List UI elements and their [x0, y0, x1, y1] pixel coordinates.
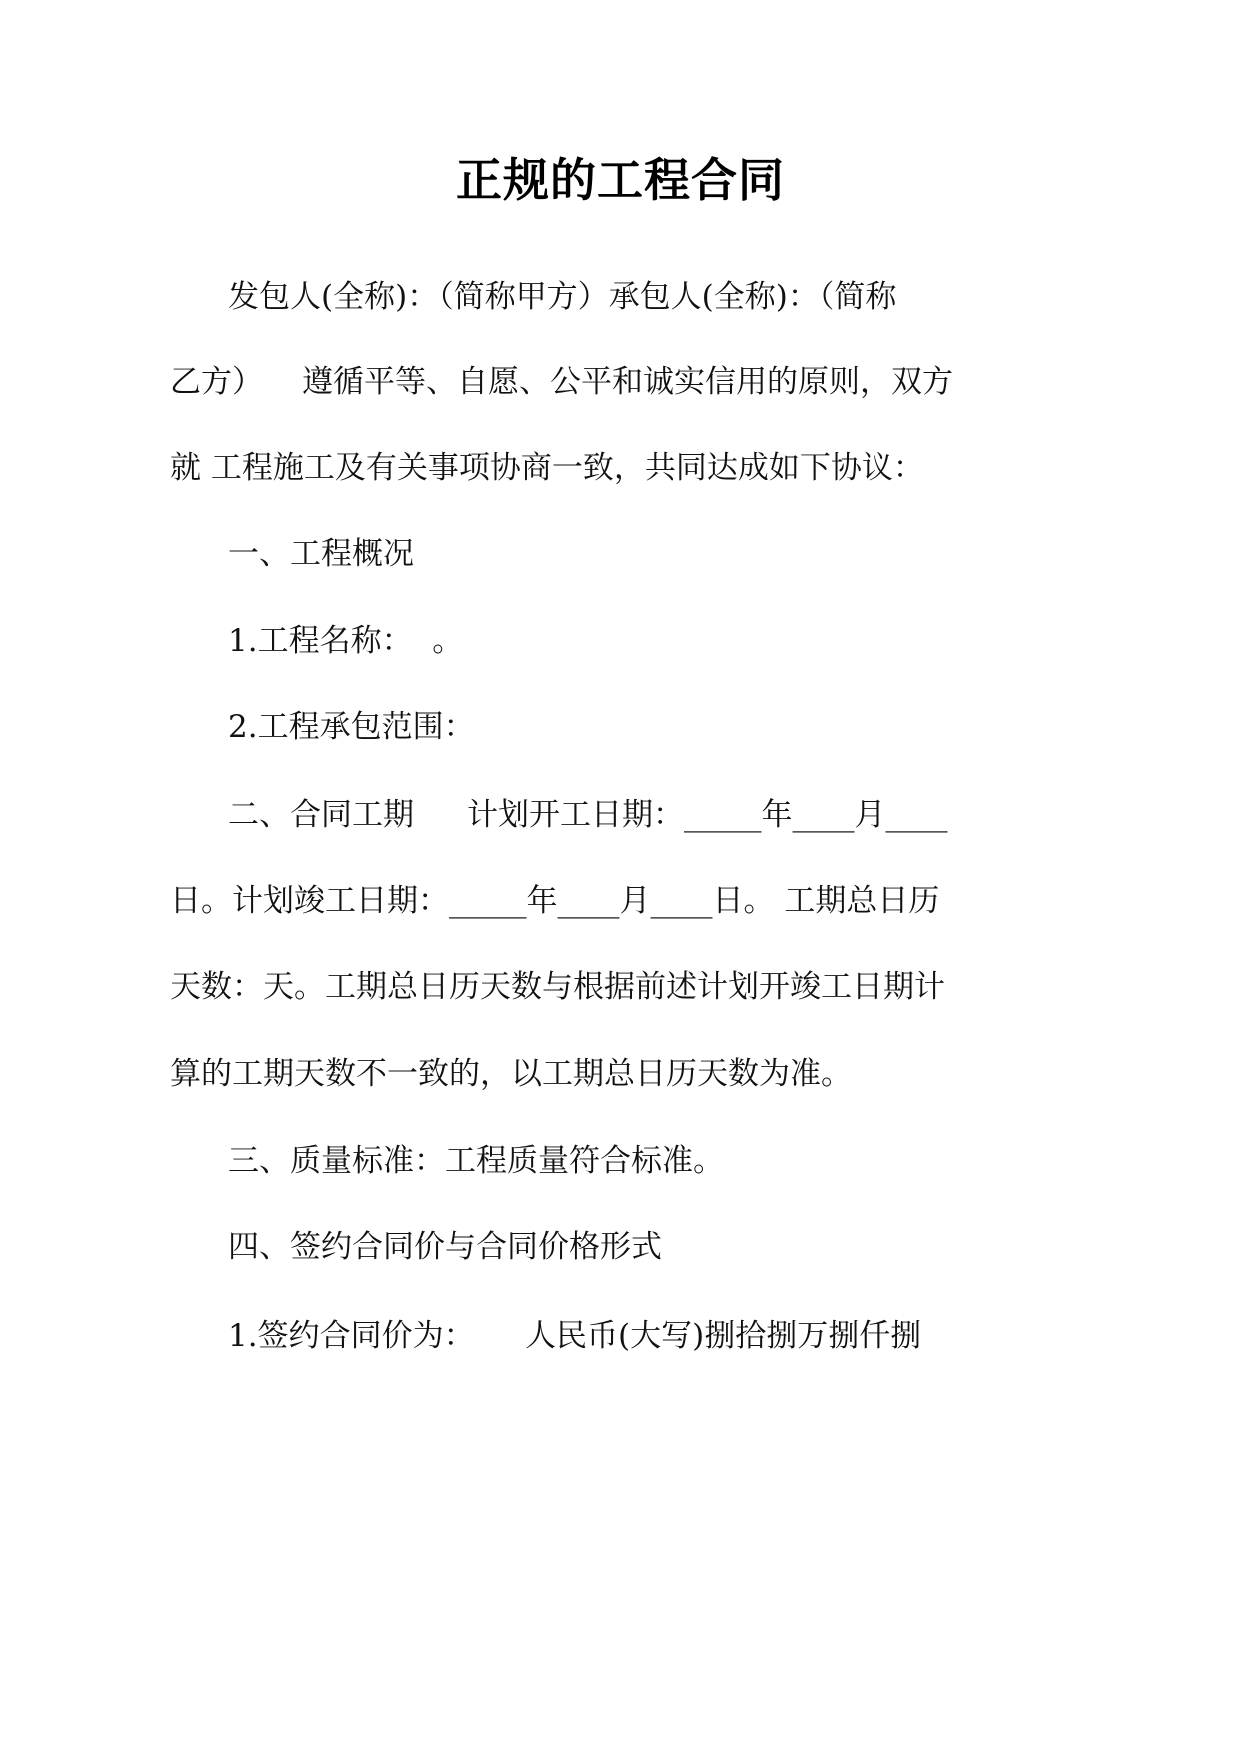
line-text: 1.工程名称： 。 — [228, 623, 464, 659]
heading-text: 一、工程概况 — [228, 536, 414, 572]
paragraph-line-3 — [0, 443, 924, 493]
section-heading-4 — [0, 1222, 662, 1272]
line-text: 遵循平等、自愿、公平和诚实信用的原则，双方 — [302, 364, 953, 400]
section-heading-3 — [0, 1136, 724, 1186]
line-text: 日。计划竣工日期：_____年____月____日。 工期总日历 — [170, 883, 940, 919]
line-text: 算的工期天数不一致的，以工期总日历天数为准。 — [170, 1056, 852, 1092]
paragraph-line-1 — [0, 272, 897, 322]
paragraph-line-10 — [0, 1049, 852, 1099]
line-text: 就 工程施工及有关事项协商一致，共同达成如下协议： — [170, 450, 924, 486]
line-text: 计划开工日期：_____年____月____ — [467, 797, 948, 833]
document-title: 正规的工程合同 — [456, 153, 785, 207]
heading-text: 三、质量标准：工程质量符合标准。 — [228, 1143, 724, 1179]
heading-text: 二、合同工期 — [228, 797, 414, 833]
paragraph-line-8 — [0, 876, 940, 926]
paragraph-line-6 — [0, 702, 475, 752]
section-heading-2 — [0, 790, 948, 840]
paragraph-line-13 — [0, 1311, 922, 1361]
paragraph-line-2 — [0, 357, 953, 407]
line-text: 乙方） — [170, 364, 263, 400]
section-heading-1 — [0, 529, 414, 579]
line-text: 1.签约合同价为： — [228, 1318, 475, 1354]
heading-text: 四、签约合同价与合同价格形式 — [228, 1229, 662, 1265]
line-text: 2.工程承包范围： — [228, 709, 475, 745]
line-text: 发包人(全称)：（简称甲方）承包人(全称)：（简称 — [228, 279, 897, 315]
paragraph-line-9 — [0, 962, 945, 1012]
line-text: 天数：天。工期总日历天数与根据前述计划开竣工日期计 — [170, 969, 945, 1005]
paragraph-line-5 — [0, 616, 464, 666]
line-text: 人民币(大写)捌拾捌万捌仟捌 — [525, 1318, 922, 1354]
